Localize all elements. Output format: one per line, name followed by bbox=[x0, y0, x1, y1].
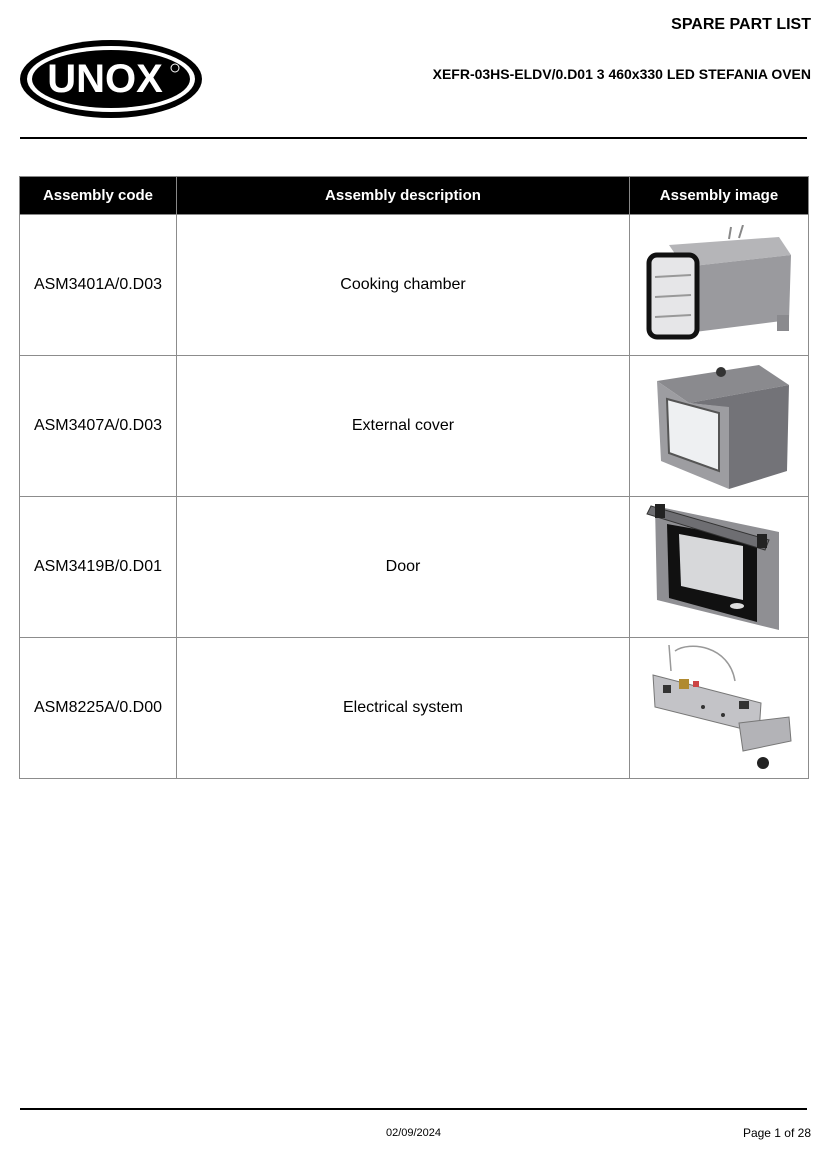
table-header-row bbox=[20, 177, 809, 215]
cooking-chamber-image bbox=[639, 225, 799, 345]
assembly-description: Cooking chamber bbox=[177, 215, 630, 356]
column-header-description: Assembly description bbox=[177, 177, 630, 215]
column-header-code: Assembly code bbox=[20, 177, 177, 215]
assembly-table bbox=[19, 176, 809, 779]
door-image bbox=[639, 500, 799, 634]
table-row bbox=[20, 356, 809, 497]
assembly-code: ASM8225A/0.D00 bbox=[20, 638, 177, 779]
footer-divider bbox=[20, 1108, 807, 1110]
table-row bbox=[20, 215, 809, 356]
header-divider bbox=[20, 137, 807, 139]
table-row bbox=[20, 638, 809, 779]
product-model: XEFR-03HS-ELDV/0.D01 3 460x330 LED STEFANIA OVEN bbox=[432, 66, 811, 82]
electrical-system-image bbox=[639, 641, 799, 775]
assembly-description: External cover bbox=[177, 356, 630, 497]
column-header-image: Assembly image bbox=[630, 177, 809, 215]
document-title: SPARE PART LIST bbox=[671, 16, 811, 33]
svg-text:UNOX: UNOX bbox=[47, 57, 163, 101]
footer-date: 02/09/2024 bbox=[385, 1127, 442, 1139]
assembly-code: ASM3401A/0.D03 bbox=[20, 215, 177, 356]
assembly-code: ASM3419B/0.D01 bbox=[20, 497, 177, 638]
unox-logo bbox=[19, 38, 204, 120]
assembly-description: Door bbox=[177, 497, 630, 638]
table-row bbox=[20, 497, 809, 638]
external-cover-image bbox=[639, 361, 799, 491]
assembly-code: ASM3407A/0.D03 bbox=[20, 356, 177, 497]
assembly-description: Electrical system bbox=[177, 638, 630, 779]
page-number: Page 1 of 28 bbox=[742, 1126, 811, 1140]
